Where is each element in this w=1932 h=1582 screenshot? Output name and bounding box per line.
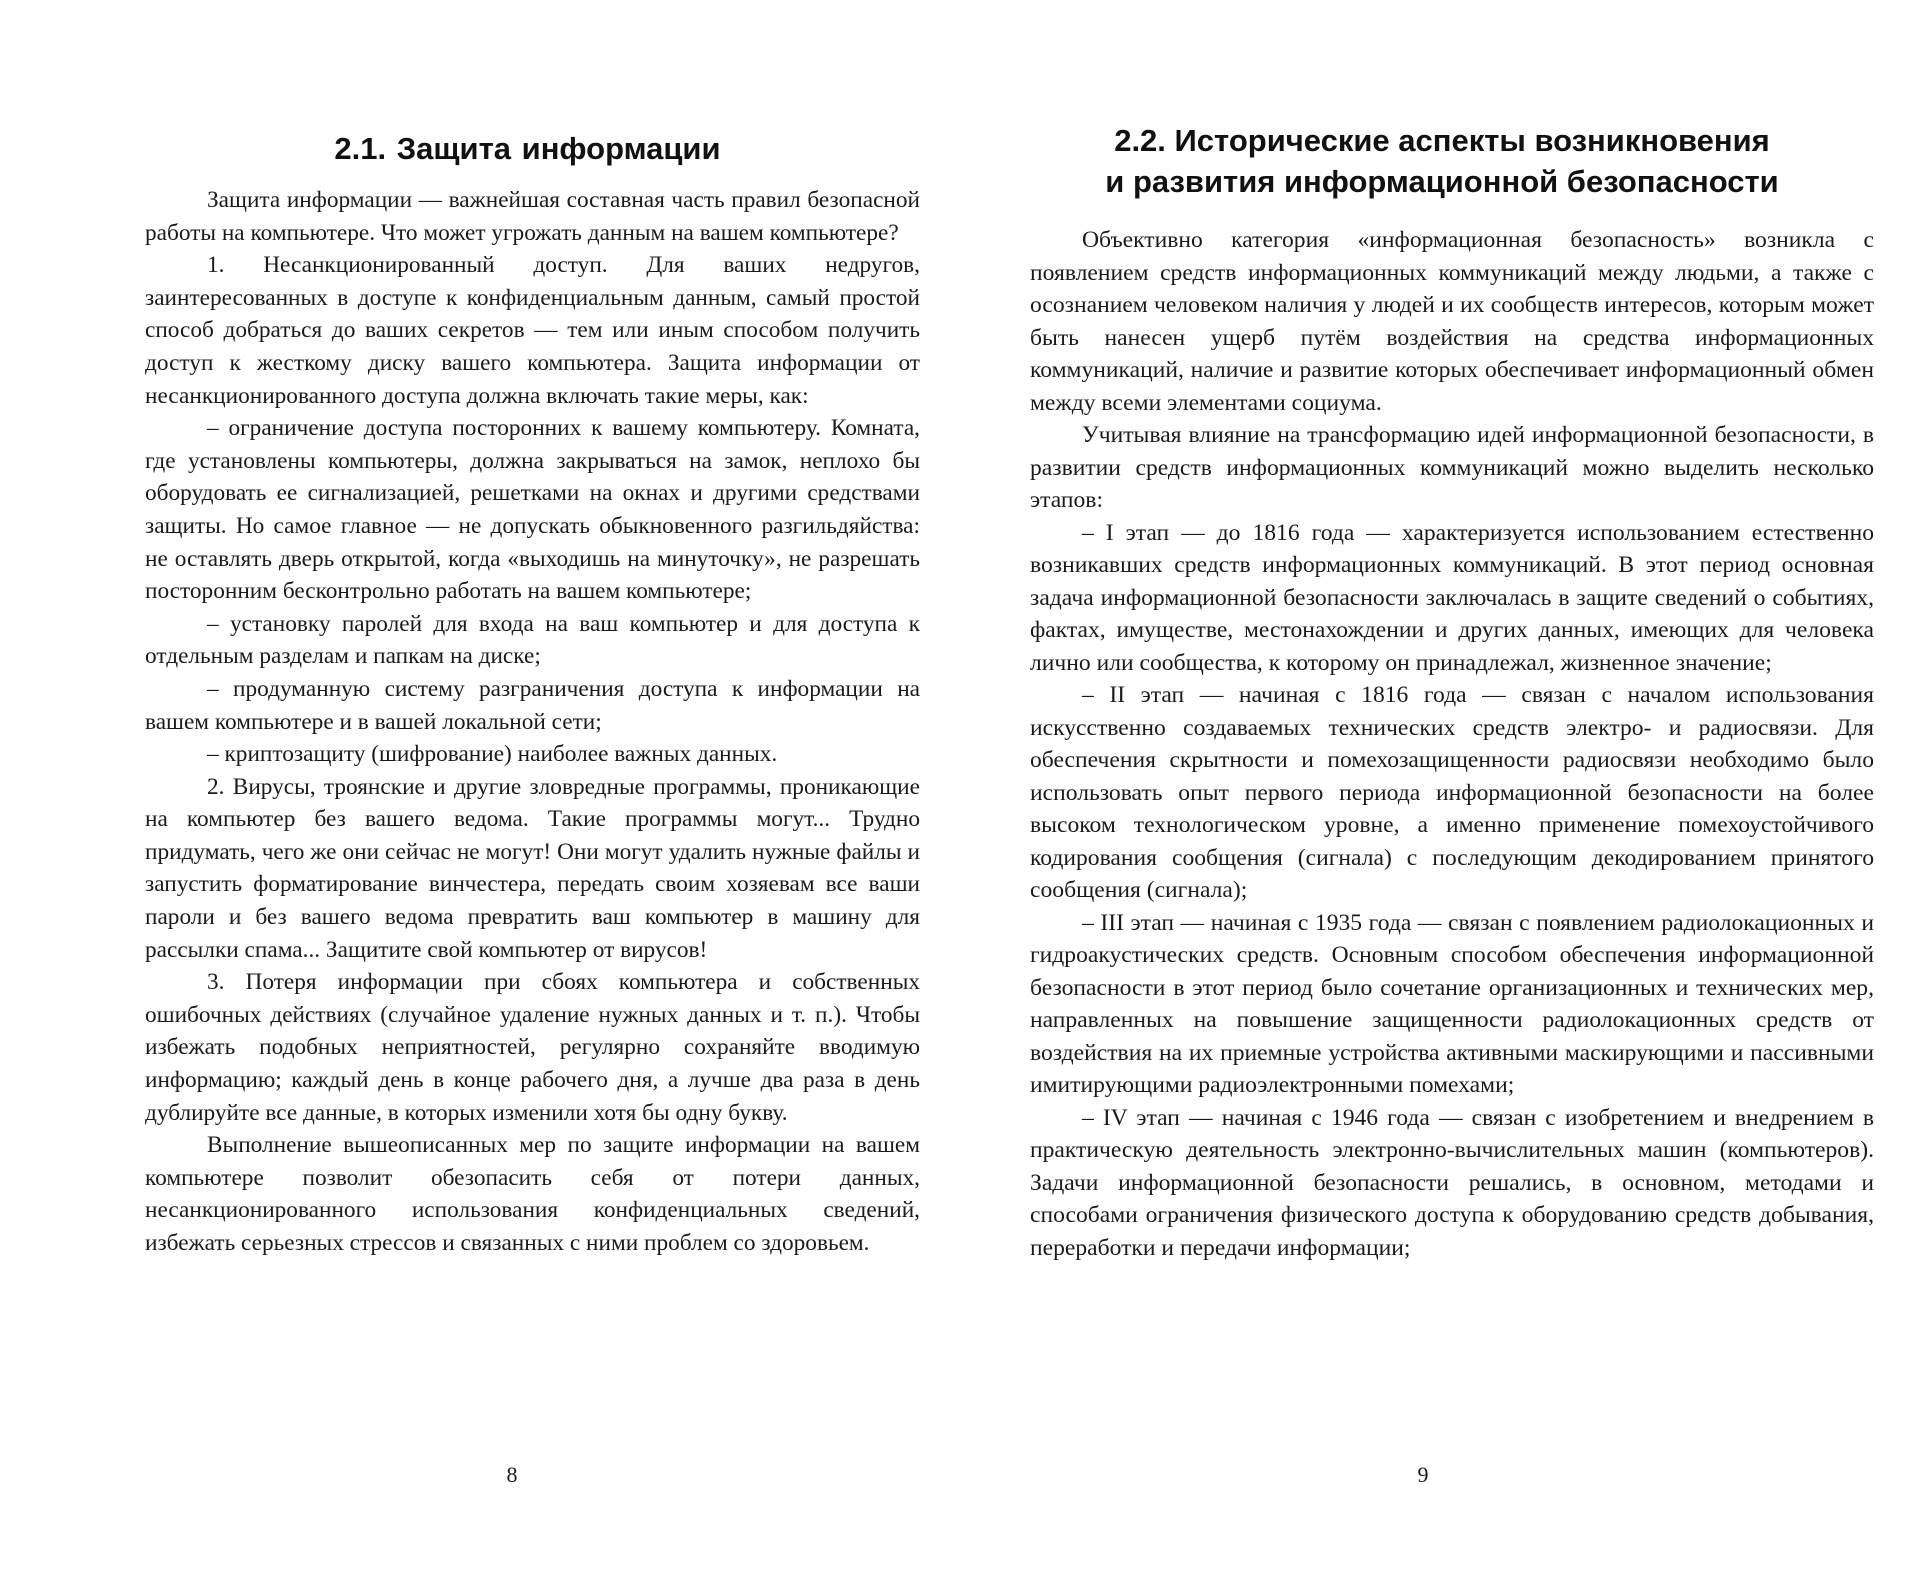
page-number: 9 bbox=[1417, 1462, 1429, 1487]
paragraph-stages-intro: Учитывая влияние на трансформацию идей информационной безопасности, в развитии средств информационных коммуникаций можно выделить несколько этапов: bbox=[1030, 422, 1874, 513]
right-page-body bbox=[1030, 224, 1874, 1264]
page-number: 8 bbox=[506, 1462, 518, 1487]
paragraph-viruses: 2. Вирусы, троянские и другие зловредные программы, проникающие на компьютер без вашего ведома. Такие программы могут... Трудно придумать, чего же они сейчас не могут! Они могут удалить нужные файлы и запустить форматирование винчестера, передать своим хозяевам все ваши пароли и без вашего ведома превратить ваш компьютер в машину для рассылки спама... Защитите свой компьютер от вирусов! bbox=[145, 773, 920, 963]
list-item-access-control: – продуманную систему разграничения доступа к информации на вашем компьютере и в вашей локальной сети; bbox=[145, 675, 920, 735]
left-page bbox=[145, 0, 920, 1582]
list-item-stage-3: – III этап — начиная с 1935 года — связан с появлением радиолокационных и гидроакустических средств. Основным способом обеспечения информационной безопасности в этот период было сочетание организационных и технических мер, направленных на повышение защищенности радиолокационных средств от воздействия на их приемные устройства активными маскирующими и пассивными имитирующими радиоэлектронными помехами; bbox=[1030, 909, 1874, 1098]
paragraph-objective-category: Объективно категория «информационная безопасность» возникла с появлением средств информационных коммуникаций между людьми, а также с осознанием человеком наличия у людей и их сообществ интересов, которым может быть нанесен ущерб путём воздействия на средства информационных коммуникаций, наличие и развитие которых обеспечивает информационный обмен между всеми элементами социума. bbox=[1030, 227, 1874, 416]
list-item-passwords: – установку паролей для входа на ваш компьютер и для доступа к отдельным разделам и папкам на диске; bbox=[145, 610, 920, 670]
paragraph-conclusion: Выполнение вышеописанных мер по защите информации на вашем компьютере позволит обезопасить себя от потери данных, несанкционированного использования конфиденциальных сведений, избежать серьезных стрессов и связанных с ними проблем со здоровьем. bbox=[145, 1132, 920, 1256]
list-item-encryption: – криптозащиту (шифрование) наиболее важных данных. bbox=[207, 741, 778, 768]
paragraph-intro: Защита информации — важнейшая составная часть правил безопасной работы на компьютере. Что может угрожать данным на вашем компьютере? bbox=[145, 187, 920, 246]
left-page-body bbox=[145, 184, 920, 1260]
section-heading-2-2 bbox=[1010, 0, 1874, 202]
paragraph-unauthorized-access: 1. Несанкционированный доступ. Для ваших недругов, заинтересованных в доступе к конфиденциальным данным, самый простой способ добраться до ваших секретов — тем или иным способом получить доступ к жесткому диску вашего компьютера. Защита информации от несанкционированного доступа должна включать такие меры, как: bbox=[145, 252, 920, 409]
list-item-physical-access: – ограничение доступа посторонних к вашему компьютеру. Комната, где установлены компьютеры, должна закрываться на замок, неплохо бы оборудовать ее сигнализацией, решетками на окнах и другими средствами защиты. Но самое главное — не допускать обыкновенного разгильдяйства: не оставлять дверь открытой, когда «выходишь на минуточку», не разрешать посторонним бесконтрольно работать на вашем компьютере; bbox=[145, 415, 920, 605]
heading-line-2: и развития информационной безопасности bbox=[1105, 164, 1779, 199]
heading-line-1: 2.2. Исторические аспекты возникновения bbox=[1114, 123, 1770, 158]
list-item-stage-2: – II этап — начиная с 1816 года — связан с началом использования искусственно создаваемых технических средств электро- и радиосвязи. Для обеспечения скрытности и помехозащищенности радиосвязи необходимо было использовать опыт первого периода информационной безопасности на более высоком технологическом уровне, а именно применение помехоустойчивого кодирования сообщения (сигнала) с последующим декодированием принятого сообщения (сигнала); bbox=[1030, 682, 1874, 903]
list-item-stage-1: – I этап — до 1816 года — характеризуется использованием естественно возникавших средств информационных коммуникаций. В этот период основная задача информационной безопасности заключалась в защите сведений о событиях, фактах, имуществе, местонахождении и других данных, имеющих для человека лично или сообщества, к которому он принадлежал, жизненное значение; bbox=[1030, 519, 1874, 676]
right-page bbox=[1030, 0, 1874, 1582]
list-item-stage-4: – IV этап — начиная с 1946 года — связан с изобретением и внедрением в практическую деятельность электронно-вычислительных машин (компьютеров). Задачи информационной безопасности решались, в основном, методами и способами ограничения физического доступа к оборудованию средств добывания, переработки и передачи информации; bbox=[1030, 1104, 1874, 1261]
section-heading-2-1: 2.1. Защита информации bbox=[334, 131, 721, 166]
paragraph-data-loss: 3. Потеря информации при сбоях компьютера и собственных ошибочных действиях (случайное удаление нужных данных и т. п.). Чтобы избежать подобных неприятностей, регулярно сохраняйте вводимую информацию; каждый день в конце рабочего дня, а лучше два раза в день дублируйте все данные, в которых изменили хотя бы одну букву. bbox=[145, 969, 920, 1126]
